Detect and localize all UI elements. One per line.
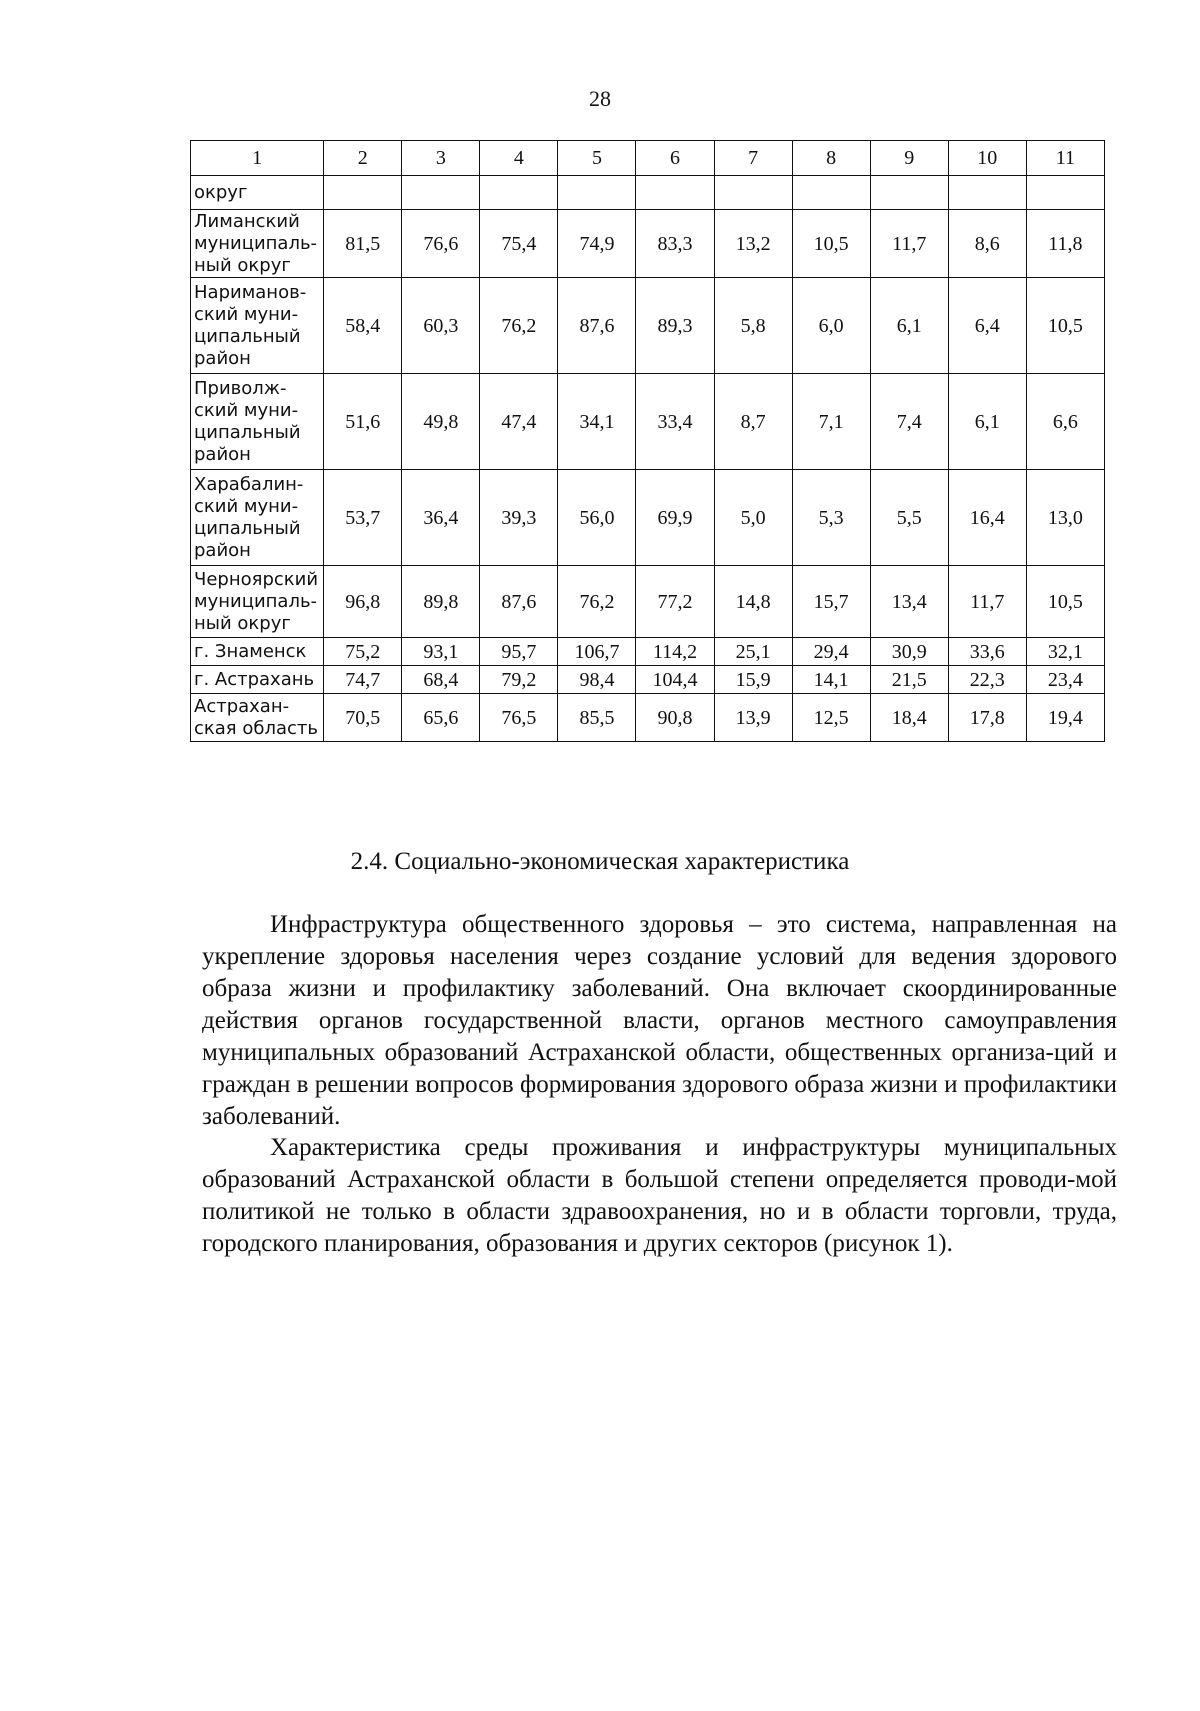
column-header: 5 (558, 141, 636, 176)
table-cell: 21,5 (870, 666, 948, 694)
paragraph: Инфраструктура общественного здоровья – это система, направленная на укрепление здоровья населения через создание условий для ведения здорового образа жизни и профилактику заболеваний. Она включает скоординированные действия органов государственной власти, органов местного самоуправления муниципальных образований Астраханской области, общественных организа-ций и граждан в решении вопросов формирования здорового образа жизни и профилактики заболеваний. (202, 911, 1117, 1130)
table-row (191, 666, 1105, 694)
row-label: г. Астрахань (191, 666, 324, 694)
table-cell: 19,4 (1026, 694, 1104, 742)
table-row (191, 210, 1105, 278)
table-cell: 33,6 (948, 638, 1026, 666)
table-cell (324, 176, 402, 210)
table-cell: 10,5 (792, 210, 870, 278)
table-cell: 47,4 (480, 374, 558, 470)
table-cell: 10,5 (1026, 278, 1104, 374)
table-cell (714, 176, 792, 210)
table-cell: 89,3 (636, 278, 714, 374)
table-cell: 49,8 (402, 374, 480, 470)
table-cell: 11,7 (870, 210, 948, 278)
row-label: Астрахан-ская область (191, 694, 324, 742)
row-label: Лиманский муниципаль-ный округ (191, 210, 324, 278)
table-cell: 5,8 (714, 278, 792, 374)
table-row (191, 374, 1105, 470)
table-cell (1026, 176, 1104, 210)
table-cell: 36,4 (402, 470, 480, 566)
row-label: Приволж-ский муни-ципальный район (191, 374, 324, 470)
table-cell (948, 176, 1026, 210)
table-cell: 90,8 (636, 694, 714, 742)
table-cell: 85,5 (558, 694, 636, 742)
table-cell: 6,6 (1026, 374, 1104, 470)
table-cell: 30,9 (870, 638, 948, 666)
row-label: Харабалин-ский муни-ципальный район (191, 470, 324, 566)
paragraph: Характеристика среды проживания и инфраструктуры муниципальных образований Астраханской области в большой степени определяется проводи-мой политикой не только в области здравоохранения, но и в области торговли, труда, городского планирования, образования и других секторов (рисунок 1). (202, 1134, 1117, 1257)
table-cell: 106,7 (558, 638, 636, 666)
table-cell: 6,4 (948, 278, 1026, 374)
table-cell: 114,2 (636, 638, 714, 666)
table-row (191, 638, 1105, 666)
table-cell: 8,6 (948, 210, 1026, 278)
table-cell: 17,8 (948, 694, 1026, 742)
table-cell: 81,5 (324, 210, 402, 278)
table-cell: 75,4 (480, 210, 558, 278)
column-header: 6 (636, 141, 714, 176)
table-cell: 51,6 (324, 374, 402, 470)
table-cell: 13,0 (1026, 470, 1104, 566)
row-label: Черноярский муниципаль-ный округ (191, 566, 324, 638)
table-cell: 74,7 (324, 666, 402, 694)
table-cell: 83,3 (636, 210, 714, 278)
column-header: 3 (402, 141, 480, 176)
table-cell: 87,6 (558, 278, 636, 374)
table-cell: 16,4 (948, 470, 1026, 566)
table-cell: 22,3 (948, 666, 1026, 694)
table-cell: 76,2 (558, 566, 636, 638)
table-row (191, 694, 1105, 742)
table-header-row (191, 141, 1105, 176)
table-cell: 76,5 (480, 694, 558, 742)
table-cell: 58,4 (324, 278, 402, 374)
table-cell: 69,9 (636, 470, 714, 566)
table-cell: 5,0 (714, 470, 792, 566)
table-cell: 15,7 (792, 566, 870, 638)
table-cell: 29,4 (792, 638, 870, 666)
table-cell: 13,2 (714, 210, 792, 278)
table-cell: 33,4 (636, 374, 714, 470)
table-cell: 32,1 (1026, 638, 1104, 666)
row-label: г. Знаменск (191, 638, 324, 666)
table-cell (792, 176, 870, 210)
table-cell: 74,9 (558, 210, 636, 278)
table-cell: 87,6 (480, 566, 558, 638)
table-cell: 25,1 (714, 638, 792, 666)
table-cell: 13,9 (714, 694, 792, 742)
table-row (191, 176, 1105, 210)
table-cell: 5,3 (792, 470, 870, 566)
table-cell: 18,4 (870, 694, 948, 742)
table-cell: 79,2 (480, 666, 558, 694)
row-label: округ (191, 176, 324, 210)
table-cell: 10,5 (1026, 566, 1104, 638)
table-row (191, 278, 1105, 374)
column-header: 4 (480, 141, 558, 176)
table-cell: 23,4 (1026, 666, 1104, 694)
table-cell: 96,8 (324, 566, 402, 638)
column-header: 8 (792, 141, 870, 176)
table-cell: 6,1 (948, 374, 1026, 470)
data-table (190, 140, 1105, 742)
column-header: 10 (948, 141, 1026, 176)
table-cell: 75,2 (324, 638, 402, 666)
table-cell: 95,7 (480, 638, 558, 666)
table-cell: 53,7 (324, 470, 402, 566)
table-cell: 76,6 (402, 210, 480, 278)
row-label: Нариманов-ский муни-ципальный район (191, 278, 324, 374)
table-cell: 104,4 (636, 666, 714, 694)
table-cell: 6,0 (792, 278, 870, 374)
table-cell: 68,4 (402, 666, 480, 694)
table-cell: 65,6 (402, 694, 480, 742)
table-body (191, 176, 1105, 742)
table-cell: 39,3 (480, 470, 558, 566)
table-cell: 5,5 (870, 470, 948, 566)
page-number: 28 (589, 86, 611, 111)
table-cell: 14,8 (714, 566, 792, 638)
table-cell: 56,0 (558, 470, 636, 566)
table-cell: 8,7 (714, 374, 792, 470)
table-cell: 12,5 (792, 694, 870, 742)
table-cell (480, 176, 558, 210)
table-cell: 60,3 (402, 278, 480, 374)
table-cell: 76,2 (480, 278, 558, 374)
table-cell: 7,1 (792, 374, 870, 470)
table-cell (636, 176, 714, 210)
column-header: 2 (324, 141, 402, 176)
column-header: 9 (870, 141, 948, 176)
table-cell: 6,1 (870, 278, 948, 374)
table-cell: 77,2 (636, 566, 714, 638)
table-row (191, 470, 1105, 566)
table-cell: 14,1 (792, 666, 870, 694)
table-cell: 11,8 (1026, 210, 1104, 278)
table-cell: 70,5 (324, 694, 402, 742)
table-cell: 7,4 (870, 374, 948, 470)
table-cell: 89,8 (402, 566, 480, 638)
table-row (191, 566, 1105, 638)
table-cell: 98,4 (558, 666, 636, 694)
table-cell (870, 176, 948, 210)
section-title: 2.4. Социально-экономическая характеристика (350, 848, 850, 875)
table-cell (558, 176, 636, 210)
column-header: 11 (1026, 141, 1104, 176)
table-cell: 93,1 (402, 638, 480, 666)
column-header: 1 (191, 141, 324, 176)
table-cell: 15,9 (714, 666, 792, 694)
table-cell (402, 176, 480, 210)
column-header: 7 (714, 141, 792, 176)
table-cell: 11,7 (948, 566, 1026, 638)
table-cell: 13,4 (870, 566, 948, 638)
table-cell: 34,1 (558, 374, 636, 470)
